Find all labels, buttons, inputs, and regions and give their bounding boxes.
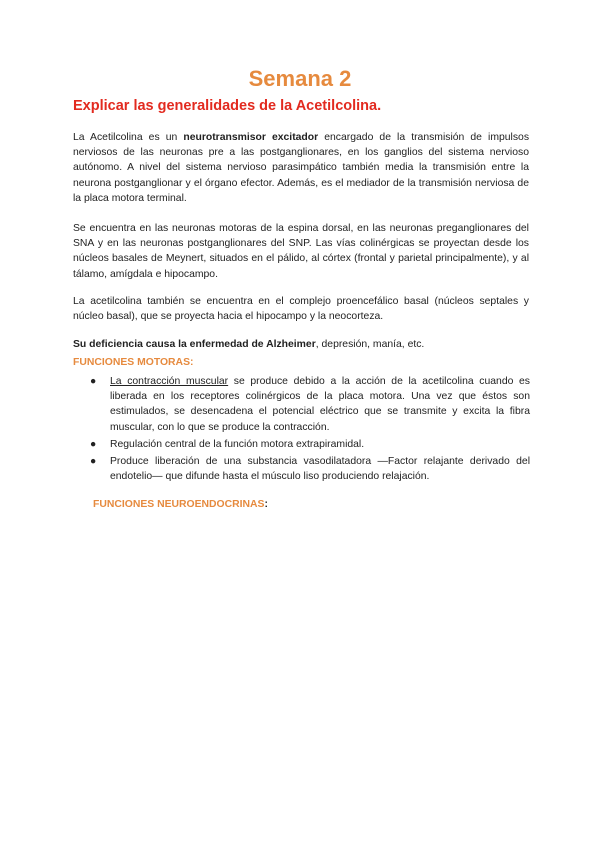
list-item (90, 374, 530, 435)
neuroendocrine-functions-heading (93, 499, 268, 510)
deficiency-text-rest: , depresión, manía, etc. (315, 339, 425, 350)
intro-bold-term: neurotransmisor excitador (183, 132, 319, 143)
section-subtitle: Explicar las generalidades de la Acetilcolina. (73, 98, 382, 114)
deficiency-bold-text: Su deficiencia causa la enfermedad de Alzheimer (73, 339, 316, 350)
bullet-text: Regulación central de la función motora extrapiramidal. (110, 438, 365, 450)
paragraph-location: Se encuentra en las neuronas motoras de la espina dorsal, en las neuronas preganglionares del SNA y en las neuronas postganglionares del SNP. Las vías colinérgicas se proyectan desde los núcleos basales de Meynert, situados en el pálido, al córtex (frontal y parietal principalmente), y al tálamo, amígdala e hipocampo. (73, 223, 529, 280)
neuroendocrine-heading-colon: : (264, 499, 268, 510)
bullet-icon: ● (90, 438, 97, 450)
page-title: Semana 2 (248, 66, 352, 91)
bullet-icon: ● (90, 456, 97, 468)
neuroendocrine-heading-text: FUNCIONES NEUROENDOCRINAS (93, 499, 265, 510)
bullet-text: se produce debido a la acción de la acetilcolina cuando es liberada en los receptores colinérgicos de la placa motora. Una vez que éstos son estimulados, se desencadena el potencial eléctrico que se transmite y excita la fibra muscular, con lo que se produce la contracción. (110, 376, 530, 433)
motor-functions-heading: FUNCIONES MOTORAS: (73, 357, 194, 368)
bullet-icon: ● (90, 376, 97, 387)
paragraph-intro (73, 130, 529, 206)
intro-text-start: La Acetilcolina es un (73, 132, 184, 143)
intro-text-rest: encargado de la transmisión de impulsos nerviosos de las neuronas pre a las postganglionares, en los ganglios del sistema nervioso autónomo. A nivel del sistema nervioso parasimpático también media la transmisión entre la neurona postganglionar y el órgano efector. Además, es el mediador de la transmisión nerviosa de la placa motora terminal. (73, 132, 530, 204)
bullet-underlined-text: La contracción muscular (110, 376, 229, 387)
list-item (90, 437, 530, 452)
paragraph-deficiency (73, 337, 529, 352)
bullet-text: Produce liberación de una substancia vasodilatadora —Factor relajante derivado del endotelio— que difunde hasta el músculo liso produciendo relajación. (110, 456, 530, 483)
list-item (90, 454, 530, 484)
paragraph-basal-complex: La acetilcolina también se encuentra en el complejo proencefálico basal (núcleos septales y núcleo basal), que se proyecta hacia el hipocampo y la neocorteza. (73, 296, 529, 323)
motor-functions-list (90, 374, 530, 486)
